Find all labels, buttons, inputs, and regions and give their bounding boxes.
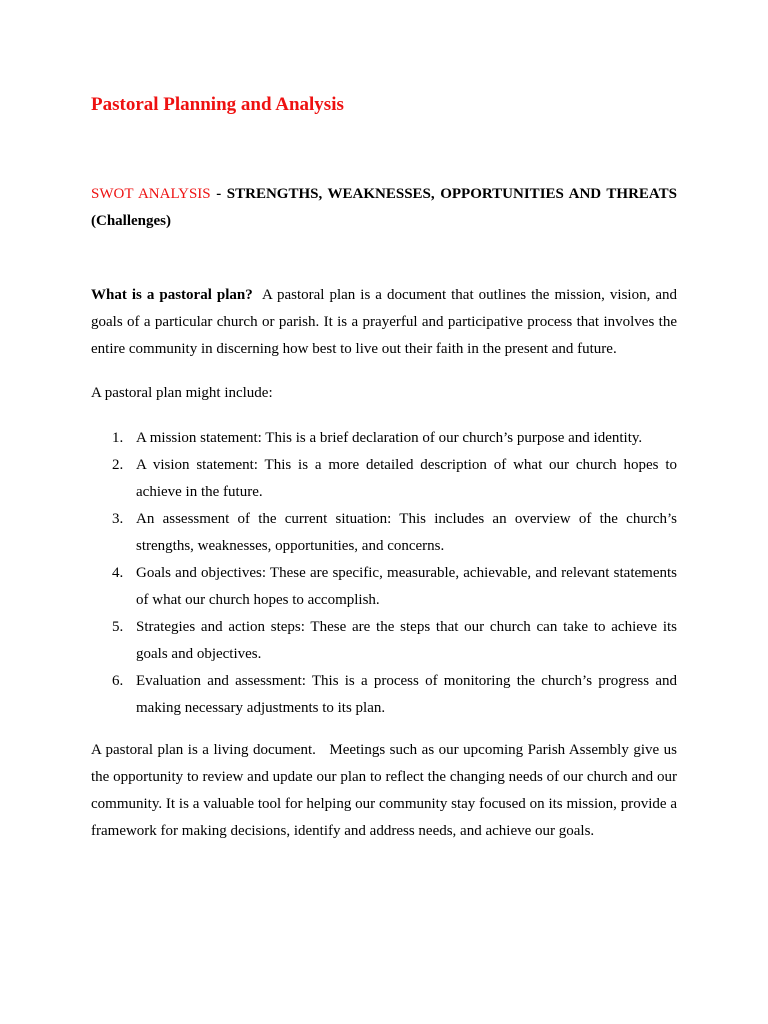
list-item-number: 2.	[112, 457, 124, 473]
list-item-text: A mission statement: This is a brief declaration of our church’s purpose and identity.	[136, 430, 643, 446]
list-item	[91, 425, 677, 452]
list-item-text: An assessment of the current situation: This includes an overview of the church’s strengths, weaknesses, opportunities, and concerns.	[136, 511, 677, 554]
plan-components-list	[91, 425, 677, 722]
list-item	[91, 452, 677, 506]
list-item-number: 5.	[112, 619, 124, 635]
list-item-number: 4.	[112, 565, 124, 581]
swot-heading-rest: - STRENGTHS, WEAKNESSES, OPPORTUNITIES AND THREATS (Challenges)	[91, 186, 677, 229]
list-item	[91, 668, 677, 722]
what-is-paragraph	[91, 282, 681, 363]
what-is-lead: What is a pastoral plan?	[91, 287, 253, 303]
list-item-text: A vision statement: This is a more detailed description of what our church hopes to achieve in the future.	[136, 457, 677, 500]
include-intro: A pastoral plan might include:	[91, 385, 273, 401]
swot-heading	[91, 181, 677, 235]
list-item-text: Strategies and action steps: These are the steps that our church can take to achieve its goals and objectives.	[136, 619, 677, 662]
list-item-text: Evaluation and assessment: This is a process of monitoring the church’s progress and making necessary adjustments to its plan.	[136, 673, 677, 716]
list-item-number: 6.	[112, 673, 124, 689]
list-item-text: Goals and objectives: These are specific, measurable, achievable, and relevant statements of what our church hopes to accomplish.	[136, 565, 677, 608]
list-item	[91, 560, 677, 614]
what-is-text: A pastoral plan is a document that outlines the mission, vision, and goals of a particular church or parish. It is a prayerful and participative process that involves the entire community in discerning how best to live out their faith in the present and future.	[91, 287, 681, 357]
list-item-number: 3.	[112, 511, 124, 527]
list-item	[91, 506, 677, 560]
document-title: Pastoral Planning and Analysis	[91, 94, 344, 115]
swot-highlight: SWOT ANALYSIS	[91, 186, 211, 202]
list-item	[91, 614, 677, 668]
closing-paragraph: A pastoral plan is a living document. Meetings such as our upcoming Parish Assembly give us the opportunity to review and update our plan to reflect the changing needs of our church and our community. It is a valuable tool for helping our community stay focused on its mission, provide a framework for making decisions, identify and address needs, and achieve our goals.	[91, 742, 681, 839]
list-item-number: 1.	[112, 430, 124, 446]
